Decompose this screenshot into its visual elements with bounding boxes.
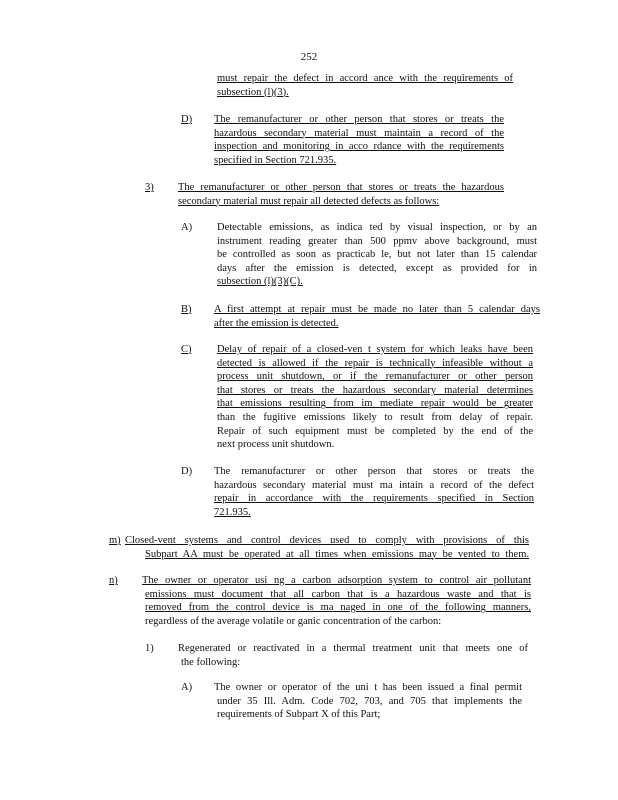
- text-line: A first attempt at repair must be made no later than 5 calendar days: [214, 304, 540, 315]
- text-line: Subpart AA must be operated at all times when emissions may be vented to them.: [145, 548, 529, 560]
- text-line: The owner or operator usi ng a carbon adsorption system to control air pollutant: [142, 575, 531, 586]
- text-line: Detectable emissions, as indica ted by visual inspection, or by an: [217, 222, 537, 233]
- text-line: after the emission is detected.: [214, 317, 339, 329]
- item-label-l3: 3): [145, 182, 154, 193]
- text-line: subsection (l)(3).: [217, 86, 289, 98]
- text-line: secondary material must repair all detected defects as follows:: [178, 195, 440, 207]
- text-line: must repair the defect in accord ance with the requirements of: [217, 73, 513, 84]
- paragraph-l3D: [214, 465, 534, 519]
- text-line: subsection (l)(3)(C).: [217, 276, 303, 288]
- paragraph-l3C: [217, 343, 533, 452]
- paragraph-n1A: [214, 681, 522, 722]
- paragraph-l3: [178, 181, 504, 208]
- text-line: inspection and monitoring in acco rdance with the requirements: [214, 141, 504, 153]
- paragraph-l2D: [214, 113, 504, 167]
- text-line: hazardous secondary material must maintain a record of the: [214, 127, 504, 139]
- text-line: than the fugitive emissions likely to result from delay of repair.: [217, 411, 533, 423]
- text-line: The remanufacturer or other person that stores or treats the hazardous: [178, 182, 504, 193]
- text-line: that emissions resulting from im mediate repair would be greater: [217, 398, 533, 410]
- item-label-n1A: A): [181, 682, 193, 693]
- paragraph-m: [125, 534, 529, 561]
- text-line: emissions must document that all carbon that is a hazardous waste and that is: [145, 588, 531, 600]
- text-line: Closed-vent systems and control devices used to comply with provisions of this: [125, 535, 529, 546]
- text-line: under 35 Ill. Adm. Code 702, 703, and 705 that implements the: [217, 695, 522, 707]
- text-line: process unit shutdown, or if the remanufacturer or other person: [217, 371, 533, 383]
- text-line: hazardous secondary material must ma intain a record of the defect: [214, 479, 534, 491]
- text-line: The remanufacturer or other person that stores or treats the: [214, 114, 504, 125]
- paragraph-l3A: [217, 221, 537, 289]
- text-line: Delay of repair of a closed-ven t system for which leaks have been: [217, 344, 533, 355]
- paragraph-l3B: [214, 303, 540, 330]
- text-line: next process unit shutdown.: [217, 439, 335, 451]
- text-line: The remanufacturer or other person that stores or treats the: [214, 466, 534, 477]
- paragraph-n1: [178, 642, 528, 669]
- text-line: Repair of such equipment must be completed by the end of the: [217, 425, 533, 437]
- text-line: specified in Section 721.935.: [214, 154, 337, 166]
- text-line: requirements of Subpart X of this Part;: [217, 709, 381, 721]
- item-label-l3A: A): [181, 222, 193, 233]
- text-line: the following:: [181, 656, 241, 668]
- continuation-paragraph: [217, 72, 513, 99]
- paragraph-n: [142, 574, 531, 628]
- text-line: 721.935.: [214, 506, 251, 518]
- text-line: instrument reading greater than 500 ppmv above background, must: [217, 235, 537, 247]
- text-line: Regenerated or reactivated in a thermal treatment unit that meets one of: [178, 643, 528, 654]
- item-label-m: m): [109, 535, 121, 546]
- text-line: days after the emission is detected, except as provided for in: [217, 262, 537, 274]
- text-line: detected is allowed if the repair is technically infeasible without a: [217, 357, 533, 369]
- text-line: that stores or treats the hazardous secondary material determines: [217, 384, 533, 396]
- item-label-l3D: D): [181, 466, 193, 477]
- item-label-n: n): [109, 575, 118, 586]
- text-line: The owner or operator of the uni t has been issued a final permit: [214, 682, 522, 693]
- text-line: regardless of the average volatile or ganic concentration of the carbon:: [145, 615, 442, 627]
- text-line: removed from the control device is ma naged in one of the following manners,: [145, 602, 531, 614]
- text-line: be controlled as soon as practicab le, but not later than 15 calendar: [217, 249, 537, 261]
- item-label-l2D: D): [181, 114, 193, 125]
- item-label-n1: 1): [145, 643, 154, 654]
- item-label-l3B: B): [181, 304, 192, 315]
- page-number: 252: [300, 51, 318, 63]
- item-label-l3C: C): [181, 344, 192, 355]
- text-line: repair in accordance with the requirements specified in Section: [214, 493, 534, 505]
